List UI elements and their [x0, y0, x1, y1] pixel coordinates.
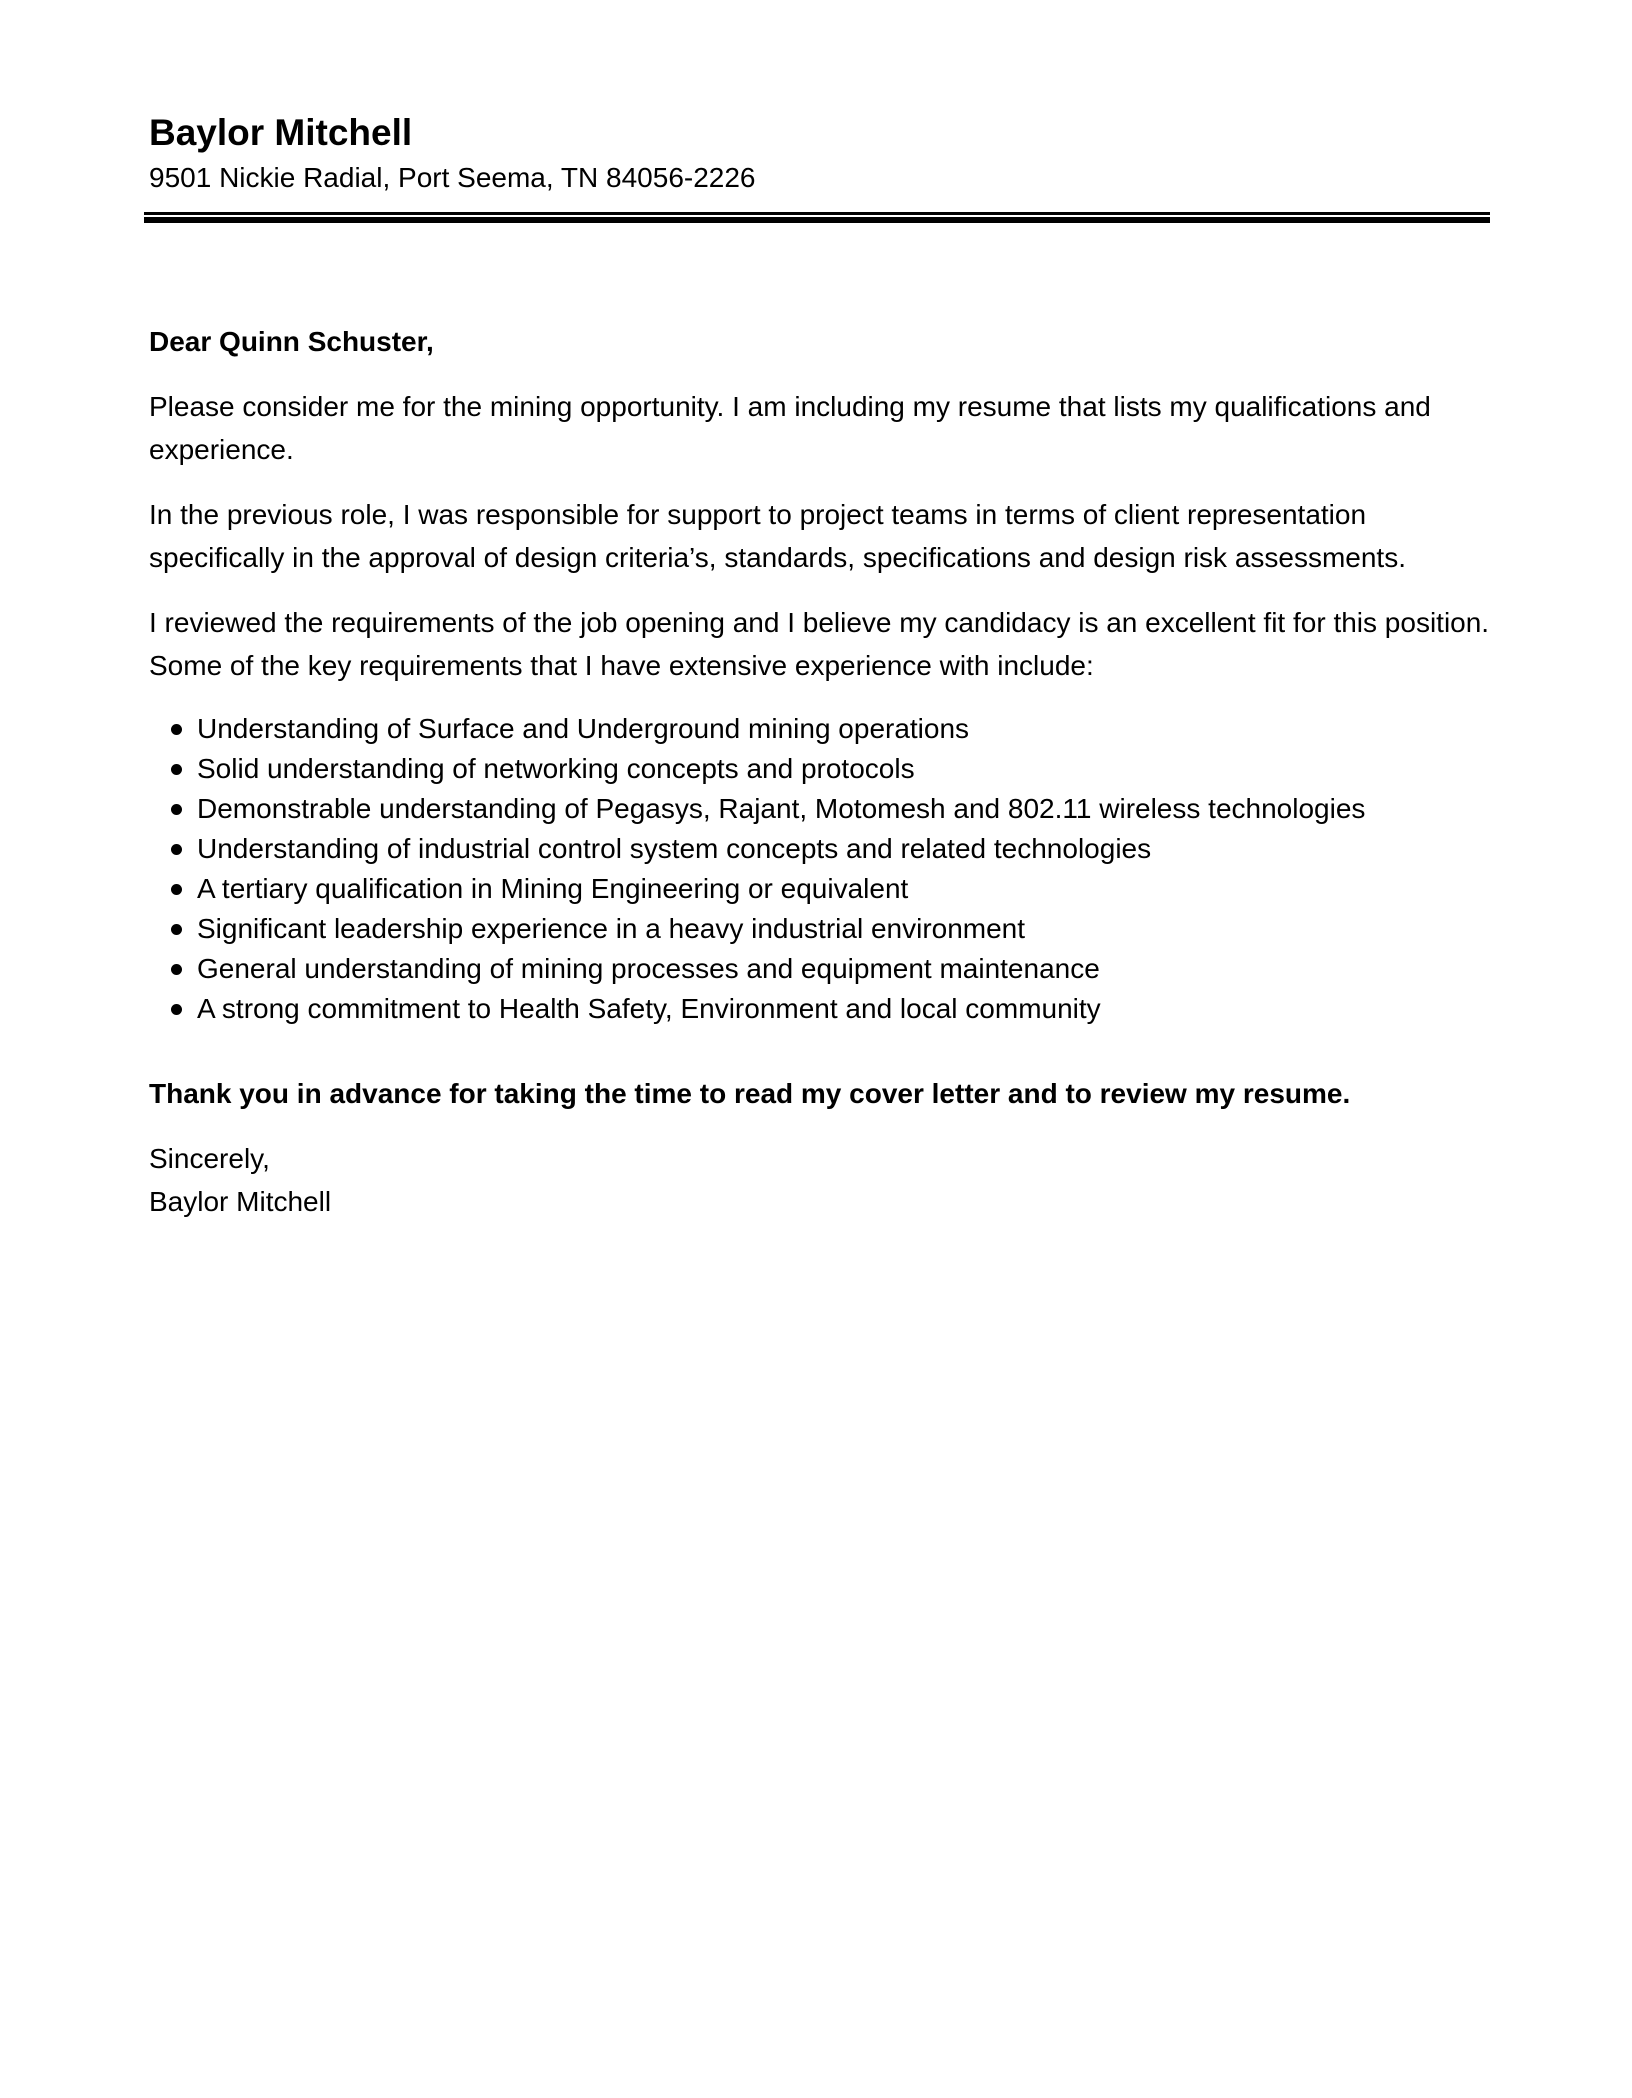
bullet-icon [171, 884, 182, 895]
divider-thin-line [144, 212, 1490, 215]
bullet-icon [171, 924, 182, 935]
paragraph-previous-role: In the previous role, I was responsible for support to project teams in terms of client representation specifically in the approval of design criteria’s, standards, specifications and design risk assessments. [149, 499, 1406, 573]
bullet-icon [171, 724, 182, 735]
list-item-text: Understanding of industrial control system concepts and related technologies [197, 833, 1152, 864]
list-item-text: General understanding of mining processes and equipment maintenance [197, 953, 1100, 984]
list-item [149, 829, 1494, 869]
closing: Sincerely, [149, 1143, 270, 1174]
list-item-text: Significant leadership experience in a heavy industrial environment [197, 913, 1026, 944]
list-item [149, 749, 1494, 789]
thank-you-line: Thank you in advance for taking the time to read my cover letter and to review my resume. [149, 1078, 1351, 1109]
salutation: Dear Quinn Schuster, [149, 326, 434, 357]
bullet-icon [171, 844, 182, 855]
bullet-icon [171, 1004, 182, 1015]
letter-header [149, 108, 1489, 198]
list-item [149, 789, 1494, 829]
sender-address: 9501 Nickie Radial, Port Seema, TN 84056-2226 [149, 162, 756, 193]
letter-body [149, 320, 1494, 1223]
signature-name: Baylor Mitchell [149, 1186, 332, 1217]
list-item-text: Understanding of Surface and Underground mining operations [197, 713, 970, 744]
list-item [149, 989, 1494, 1029]
bullet-icon [171, 764, 182, 775]
bullet-icon [171, 804, 182, 815]
divider-thick-line [144, 217, 1490, 223]
list-item-text: A tertiary qualification in Mining Engineering or equivalent [197, 873, 909, 904]
list-item-text: Solid understanding of networking concepts and protocols [197, 753, 915, 784]
paragraph-requirements-intro: I reviewed the requirements of the job opening and I believe my candidacy is an excellent fit for this position. Some of the key requirements that I have extensive experience with include: [149, 607, 1490, 681]
list-item-text: A strong commitment to Health Safety, Environment and local community [197, 993, 1101, 1024]
list-item [149, 709, 1494, 749]
list-item-text: Demonstrable understanding of Pegasys, Rajant, Motomesh and 802.11 wireless technologies [197, 793, 1366, 824]
list-item [149, 949, 1494, 989]
list-item [149, 909, 1494, 949]
list-item [149, 869, 1494, 909]
requirements-list [149, 709, 1494, 1029]
sender-name: Baylor Mitchell [149, 112, 413, 153]
header-divider [144, 212, 1490, 223]
paragraph-intro: Please consider me for the mining opportunity. I am including my resume that lists my qualifications and experience. [149, 391, 1431, 465]
bullet-icon [171, 964, 182, 975]
